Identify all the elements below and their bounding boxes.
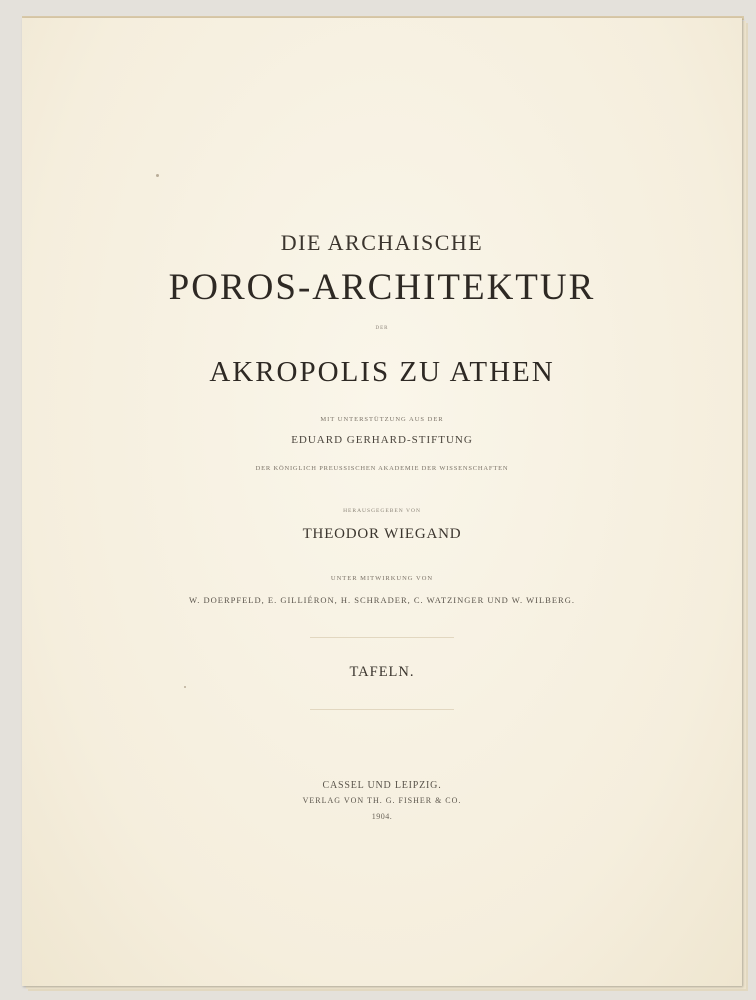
title-line-1: DIE ARCHAISCHE (280, 230, 484, 255)
editor-name: THEODOR WIEGAND (302, 526, 462, 542)
title-line-3: AKROPOLIS ZU ATHEN (209, 356, 555, 388)
divider-rule (310, 637, 454, 638)
paper-speck (156, 174, 159, 177)
divider-rule (310, 709, 454, 710)
volume-label: TAFELN. (349, 664, 415, 680)
title-connector: DER (375, 326, 389, 331)
foundation-name: EDUARD GERHARD-STIFTUNG (291, 434, 473, 446)
main-title: POROS-ARCHITEKTUR (168, 267, 596, 308)
contributors-list: W. DOERPFELD, E. GILLIÉRON, H. SCHRADER, C. WATZINGER UND W. WILBERG. (189, 595, 575, 605)
editor-intro: HERAUSGEGEBEN VON (343, 508, 421, 514)
title-page (22, 18, 742, 986)
paper-speck (184, 686, 186, 688)
academy-name: DER KÖNIGLICH PREUSSISCHEN AKADEMIE DER WISSENSCHAFTEN (255, 465, 509, 472)
publication-year: 1904. (371, 812, 393, 821)
publication-place: CASSEL UND LEIPZIG. (322, 780, 442, 791)
publisher: VERLAG VON TH. G. FISHER & CO. (302, 796, 462, 805)
contributors-intro: UNTER MITWIRKUNG VON (330, 575, 434, 582)
support-intro: MIT UNTERSTÜTZUNG AUS DER (320, 416, 444, 423)
